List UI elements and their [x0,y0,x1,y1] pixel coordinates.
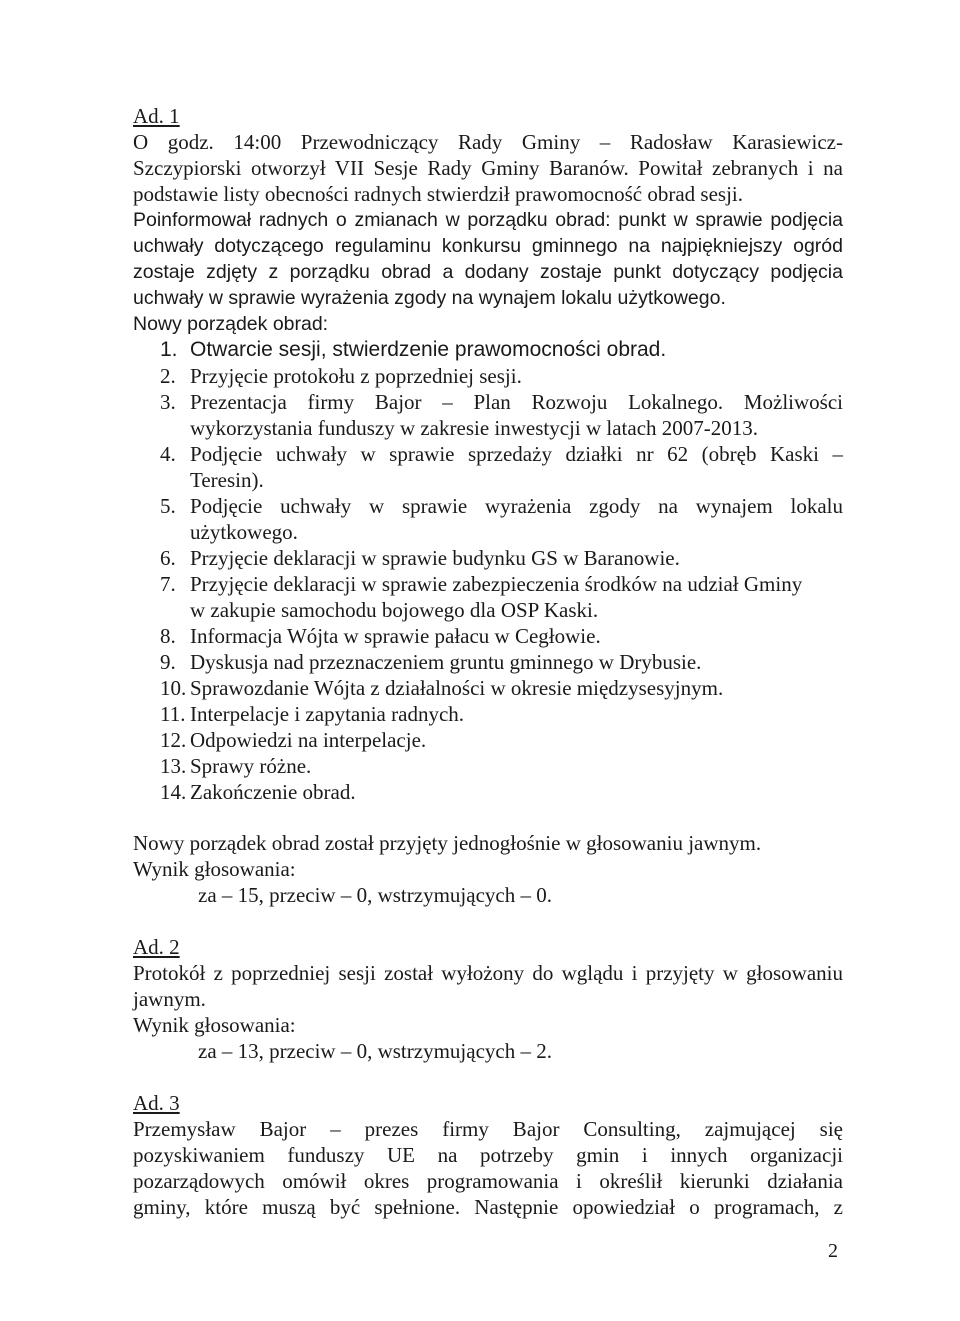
section-heading-ad1: Ad. 1 [133,104,180,128]
paragraph-line: uchwały dotyczącego regulaminu konkursu gminnego na najpiękniejszy ogród [133,235,843,257]
agenda-item-text: Podjęcie uchwały w sprawie sprzedaży działki nr 62 (obręb Kaski – [190,442,843,466]
vote-label: Wynik głosowania: [133,857,296,881]
agenda-item-number: 8. [160,624,176,648]
paragraph-line: jawnym. [133,987,206,1011]
agenda-item-text: Otwarcie sesji, stwierdzenie prawomocności obrad. [190,338,667,361]
agenda-item-number: 4. [160,442,176,466]
agenda-item [160,649,701,675]
agenda-item-text: Sprawy różne. [190,754,312,778]
vote-label: Wynik głosowania: [133,1013,296,1037]
agenda-item-number: 3. [160,390,176,414]
section-heading-ad2: Ad. 2 [133,935,180,959]
agenda-item [160,779,356,805]
agenda-item-text: Przyjęcie deklaracji w sprawie budynku GS w Baranowie. [190,546,680,570]
agenda-item-text: Zakończenie obrad. [190,780,356,804]
paragraph-line: Poinformował radnych o zmianach w porządku obrad: punkt w sprawie podjęcia [133,209,843,231]
agenda-item-number: 9. [160,650,176,674]
paragraph-line: zostaje zdjęty z porządku obrad a dodany zostaje punkt dotyczący podjęcia [133,261,843,283]
agenda-item [160,753,311,779]
vote-result: za – 15, przeciw – 0, wstrzymujących – 0. [198,883,552,907]
agenda-item [160,389,843,415]
agenda-item-number: 6. [160,546,176,570]
agenda-item-number: 5. [160,494,176,518]
paragraph-line: pozarządowych omówił okres programowania i określił kierunki działania [133,1169,843,1193]
agenda-item [160,701,464,727]
agenda-accepted-text: Nowy porządek obrad został przyjęty jednogłośnie w głosowaniu jawnym. [133,831,762,855]
agenda-item-text: Prezentacja firmy Bajor – Plan Rozwoju Lokalnego. Możliwości [190,390,843,414]
agenda-item-number: 11. [160,702,186,726]
paragraph-line: Przemysław Bajor – prezes firmy Bajor Consulting, zajmującej się [133,1117,843,1141]
agenda-item-continuation: w zakupie samochodu bojowego dla OSP Kaski. [190,598,599,622]
paragraph-line: Szczypiorski otworzył VII Sesje Rady Gminy Baranów. Powitał zebranych i na [133,156,843,180]
agenda-item [160,337,666,363]
agenda-item-text: Podjęcie uchwały w sprawie wyrażenia zgody na wynajem lokalu [190,494,843,518]
agenda-item-continuation: Teresin). [190,468,264,492]
agenda-item-number: 2. [160,364,176,388]
paragraph-line: uchwały w sprawie wyrażenia zgody na wynajem lokalu użytkowego. [133,287,726,309]
agenda-title: Nowy porządek obrad: [133,313,329,335]
agenda-item [160,675,723,701]
agenda-item-text: Dyskusja nad przeznaczeniem gruntu gminnego w Drybusie. [190,650,702,674]
section-heading-ad3: Ad. 3 [133,1091,180,1115]
agenda-item [160,441,843,467]
agenda-item-number: 14. [160,780,187,804]
agenda-item-text: Sprawozdanie Wójta z działalności w okresie międzysesyjnym. [190,676,724,700]
agenda-item [160,623,601,649]
agenda-item-number: 13. [160,754,187,778]
paragraph-line: gminy, które muszą być spełnione. Następnie opowiedział o programach, z [133,1195,843,1219]
agenda-item-text: Interpelacje i zapytania radnych. [190,702,465,726]
agenda-item [160,363,522,389]
paragraph-line: pozyskiwaniem funduszy UE na potrzeby gmin i innych organizacji [133,1143,843,1167]
page-number: 2 [828,1240,838,1262]
agenda-item [160,727,426,753]
agenda-item-text: Informacja Wójta w sprawie pałacu w Cegłowie. [190,624,601,648]
vote-result: za – 13, przeciw – 0, wstrzymujących – 2. [198,1039,552,1063]
agenda-item [160,571,802,597]
agenda-item-number: 10. [160,676,187,700]
agenda-item-number: 12. [160,728,187,752]
agenda-item [160,545,680,571]
agenda-item-continuation: wykorzystania funduszy w zakresie inwestycji w latach 2007-2013. [190,416,759,440]
agenda-item-text: Odpowiedzi na interpelacje. [190,728,427,752]
paragraph-line: podstawie listy obecności radnych stwierdził prawomocność obrad sesji. [133,182,744,206]
agenda-item [160,493,843,519]
agenda-item-number: 1. [160,338,178,361]
agenda-item-continuation: użytkowego. [190,520,298,544]
agenda-item-text: Przyjęcie protokołu z poprzedniej sesji. [190,364,522,388]
agenda-item-number: 7. [160,572,176,596]
paragraph-line: O godz. 14:00 Przewodniczący Rady Gminy – Radosław Karasiewicz- [133,130,843,154]
agenda-item-text: Przyjęcie deklaracji w sprawie zabezpieczenia środków na udział Gminy [190,572,803,596]
paragraph-line: Protokół z poprzedniej sesji został wyłożony do wglądu i przyjęty w głosowaniu [133,961,843,985]
